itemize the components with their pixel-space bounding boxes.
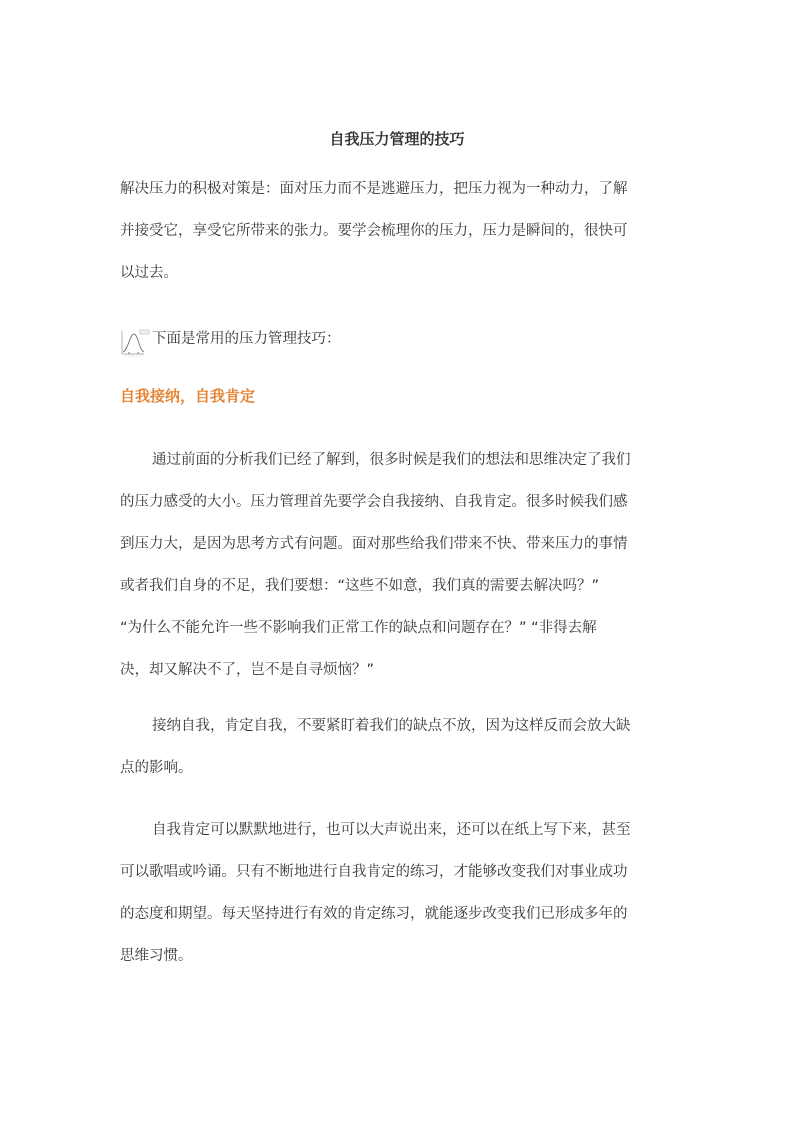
paragraph-line: 决，却又解决不了，岂不是自寻烦恼？” — [120, 662, 375, 678]
chart-thumbnail-icon — [120, 328, 150, 358]
paragraph-line-text: 自我肯定可以默默地进行，也可以大声说出来，还可以在纸上写下来，甚至 — [152, 822, 631, 838]
paragraph-line-text: 接纳自我，肯定自我，不要紧盯着我们的缺点不放，因为这样反而会放大缺 — [152, 718, 631, 734]
note-text: 下面是常用的压力管理技巧： — [152, 331, 341, 347]
page-title: 自我压力管理的技巧 — [329, 130, 465, 148]
intro-line: 解决压力的积极对策是：面对压力而不是逃避压力，把压力视为一种动力，了解 — [120, 181, 628, 197]
paragraph-line: 或者我们自身的不足，我们要想：“这些不如意，我们真的需要去解决吗？” — [120, 578, 600, 594]
paragraph-3 — [120, 809, 676, 977]
paragraph-2 — [120, 705, 676, 789]
paragraph-line: “为什么不能允许一些不影响我们正常工作的缺点和问题存在？” “非得去解 — [120, 620, 597, 636]
section-heading: 自我接纳，自我肯定 — [120, 387, 256, 405]
paragraph-line: 的态度和期望。每天坚持进行有效的肯定练习，就能逐步改变我们已形成多年的 — [120, 906, 628, 922]
paragraph-1 — [120, 439, 676, 691]
paragraph-line: 的压力感受的大小。压力管理首先要学会自我接纳、自我肯定。很多时候我们感 — [120, 494, 628, 510]
paragraph-line: 可以歌唱或吟诵。只有不断地进行自我肯定的练习，才能够改变我们对事业成功 — [120, 864, 628, 880]
paragraph-line: 到压力大，是因为思考方式有问题。面对那些给我们带来不快、带来压力的事情 — [120, 536, 628, 552]
paragraph-line — [120, 705, 676, 747]
intro-line: 以过去。 — [120, 265, 178, 281]
paragraph-line: 思维习惯。 — [120, 948, 193, 964]
note-line — [120, 314, 341, 358]
paragraph-line — [120, 809, 676, 851]
paragraph-line: 点的影响。 — [120, 760, 193, 776]
paragraph-line — [120, 439, 676, 481]
paragraph-line-text: 通过前面的分析我们已经了解到，很多时候是我们的想法和思维决定了我们 — [152, 452, 631, 468]
intro-line: 并接受它，享受它所带来的张力。要学会梳理你的压力，压力是瞬间的，很快可 — [120, 223, 628, 239]
intro-paragraph — [120, 168, 676, 294]
